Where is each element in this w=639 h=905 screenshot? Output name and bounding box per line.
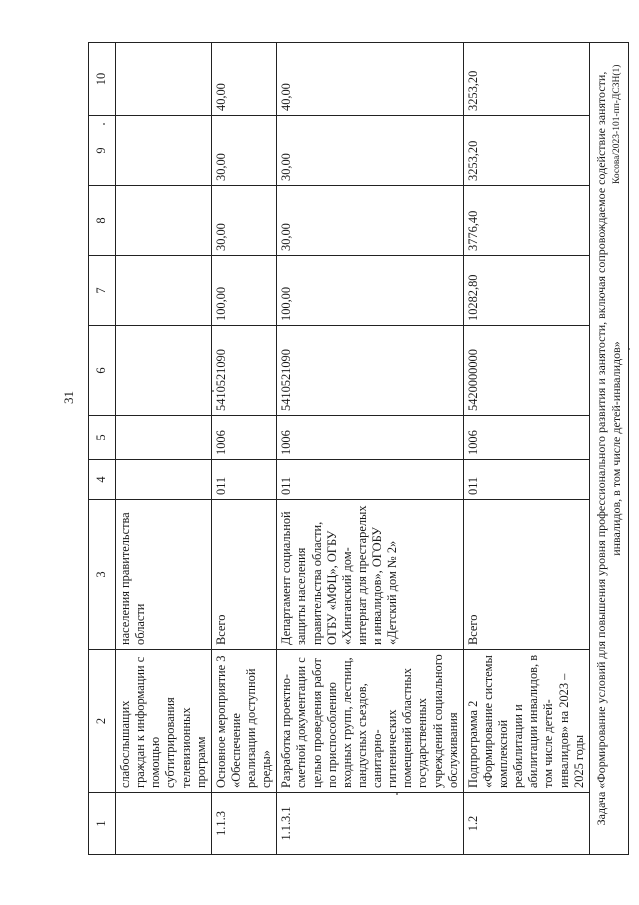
executor: Департамент социальной защиты населения правительства области, ОГБУ «МФЦ», ОГБУ «Хинганский дом-интернат для престарелых и инвалидов», ОГОБУ «Детский дом № 2» bbox=[277, 500, 464, 650]
csr-code: 5420000000 bbox=[463, 326, 589, 416]
grbs-code: 011 bbox=[211, 460, 277, 500]
value-col-9: 3253,20 bbox=[463, 116, 589, 186]
row-number bbox=[116, 793, 212, 855]
total-value: 10282,80 bbox=[463, 256, 589, 326]
table-row bbox=[211, 43, 277, 855]
table-row bbox=[116, 43, 212, 855]
grbs-code: 011 bbox=[463, 460, 589, 500]
rz-code: 1006 bbox=[211, 416, 277, 460]
executor: Всего bbox=[463, 500, 589, 650]
csr-code: 5410521090 bbox=[211, 326, 277, 416]
value-col-10 bbox=[116, 43, 212, 116]
header-cell: 10 bbox=[89, 43, 116, 116]
total-value: 100,00 bbox=[277, 256, 464, 326]
header-row bbox=[89, 43, 116, 855]
value-col-9 bbox=[116, 116, 212, 186]
header-cell: 1 bbox=[89, 793, 116, 855]
rz-code bbox=[116, 416, 212, 460]
row-number: 1.1.3.1 bbox=[277, 793, 464, 855]
measure-name: Разработка проектно-сметной документации с целью проведения работ по приспособлению входных групп, лестниц, пандусных съездов, санитарно-гигиенических помещений областных государственных учреждений социального обслуживания bbox=[277, 650, 464, 793]
value-col-8: 30,00 bbox=[211, 186, 277, 256]
rz-code: 1006 bbox=[463, 416, 589, 460]
value-col-8 bbox=[116, 186, 212, 256]
rz-code: 1006 bbox=[277, 416, 464, 460]
header-cell: 9 bbox=[89, 116, 116, 186]
measure-name: Подпрограмма 2 «Формирование системы комплексной реабилитации и абилитации инвалидов, в том числе детей-инвалидов» на 2023 – 2025 годы bbox=[463, 650, 589, 793]
value-col-9: 30,00 bbox=[277, 116, 464, 186]
task-row bbox=[589, 43, 628, 855]
value-col-8: 3776,40 bbox=[463, 186, 589, 256]
grbs-code: 011 bbox=[277, 460, 464, 500]
document-code: Косова/2023-101-пп-ДСЗН(1) bbox=[612, 64, 622, 184]
header-cell: 2 bbox=[89, 650, 116, 793]
value-col-9: 30,00 bbox=[211, 116, 277, 186]
table-row bbox=[277, 43, 464, 855]
table-row bbox=[463, 43, 589, 855]
header-cell: 8 bbox=[89, 186, 116, 256]
total-value: 100,00 bbox=[211, 256, 277, 326]
csr-code: 5410521090 bbox=[277, 326, 464, 416]
row-number: 1.2 bbox=[463, 793, 589, 855]
grbs-code bbox=[116, 460, 212, 500]
executor: Всего bbox=[211, 500, 277, 650]
page-number: 31 bbox=[61, 391, 76, 404]
program-table bbox=[88, 42, 629, 855]
csr-code bbox=[116, 326, 212, 416]
value-col-8: 30,00 bbox=[277, 186, 464, 256]
header-cell: 4 bbox=[89, 460, 116, 500]
measure-name: Основное мероприятие 3 «Обеспечение реализации доступной среды» bbox=[211, 650, 277, 793]
task-text: Задача «Формирование условий для повышения уровня профессионального развития и занятости, включая сопровождаемое содействие занятости, инвалидов, в том числе детей-инвалидов» bbox=[589, 43, 628, 855]
header-cell: 3 bbox=[89, 500, 116, 650]
value-col-10: 40,00 bbox=[277, 43, 464, 116]
row-number: 1.1.3 bbox=[211, 793, 277, 855]
value-col-10: 40,00 bbox=[211, 43, 277, 116]
total-value bbox=[116, 256, 212, 326]
value-col-10: 3253,20 bbox=[463, 43, 589, 116]
header-cell: 6 bbox=[89, 326, 116, 416]
measure-name: слабослышащих граждан к информации с помощью субтитрирования телевизионных программ bbox=[116, 650, 212, 793]
executor: населения правительства области bbox=[116, 500, 212, 650]
header-cell: 5 bbox=[89, 416, 116, 460]
header-cell: 7 bbox=[89, 256, 116, 326]
